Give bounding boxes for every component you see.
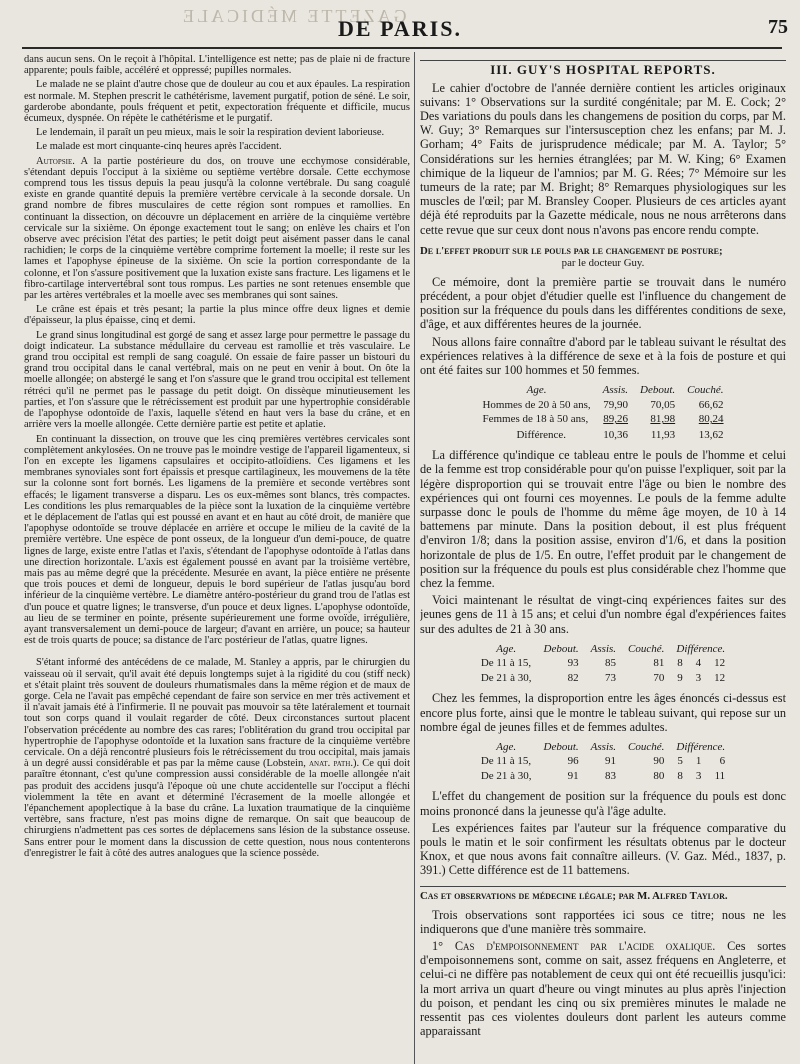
table-cell: 9 xyxy=(677,671,683,684)
table-header: Assis. xyxy=(602,384,629,397)
table-cell: Femmes de 18 à 50 ans, xyxy=(482,413,589,426)
paragraph: dans aucun sens. On le reçoit à l'hôpital. L'intelligence est nette; pas de plaie ni de fracture apparente; pouls faible, accéléré et oppressé; pupilles normales. xyxy=(24,54,410,77)
table-cell: 82 xyxy=(567,671,579,684)
article-author: par le docteur Guy. xyxy=(561,256,645,269)
paragraph: En continuant la dissection, on trouve que les cinq premières vertèbres cervicales sont complètement ankylosées. On ne trouve pas le moindre vestige de l'appareil ligamenteux, si l'on en excepte les ligamens capsulaires et occipito-atloïdiens. Ces ligamens et les membranes synoviales sont fort épaissis et presque cartilagineux, les mouvemens de la tête sur la colonne sont fort bornés. Les ligamens de la première et seconde vertèbres sont effacés; le ligament transverse a disparu. Les os eux-mêmes sont blancs, très compactes. Les conditions les plus remarquables de la pièce sont la luxation de la cinquième vertèbre et le déplacement de l'atlas qui est poussé en avant et en haut au côté droit, de manière que l'apophyse odontoïde se trouve déplacée en arrière et occupe le milieu de la cavité de la première vertèbre. Une espèce de pont osseux, de la longueur d'un demi-pouce, de quatre lignes de large, existe entre l'atlas et l'axis, s'étendant de l'apophyse odontoïde à l'atlas dans une direction horizontale. L'axis est également poussé en avant par la troisième vertèbre, mais pas au même degré que la précédente. Mesurée en avant, la pièce entière ne présente que trois pouces et demi de longueur, depuis le bord supérieur de l'atlas jusqu'au bord inférieur de la cinquième vertèbre. Le diamètre antéro-postérieur du grand trou de l'atlas est d'un pouce et quatre lignes; le transverse, d'un pouce et deux lignes. L'apophyse odontoïde, au lieu de se terminer en pointe, présente supérieurement une forme ovoïde, irrégulière, ayant transversalement un demi-pouce de largeur; d'avant en arrière, un pouce; sa hauteur est de trois quarts de pouce; sa distance de l'arc postérieur de l'atlas, quatre lignes. xyxy=(24,433,410,647)
paragraph: Nous allons faire connaître d'abord par le tableau suivant le résultat des expériences relatives à la différence de sexe et à la fois de posture et qui ont été faites sur 100 hommes et 50 femmes. xyxy=(420,334,786,377)
table-cell: 83 xyxy=(605,769,617,782)
table-cell: 80 xyxy=(653,769,665,782)
table-cell: 1 xyxy=(695,755,702,768)
header-rule xyxy=(22,47,782,49)
paragraph: Trois observations sont rapportées ici sous ce titre; nous ne les indiquerons que d'une manière très sommaire. xyxy=(420,907,786,936)
paragraph xyxy=(420,939,786,1038)
table-cell: 70,05 xyxy=(650,398,676,411)
table-header: Age. xyxy=(526,384,547,397)
table-cell: Hommes de 20 à 50 ans, xyxy=(482,398,591,411)
table-cell: 12 xyxy=(714,671,726,684)
paragraph: Le crâne est épais et très pesant; la partie la plus mince offre deux lignes et demie d'épaisseur, la plus épaisse, cinq et demi. xyxy=(24,304,410,327)
paragraph: Les expériences faites par l'auteur sur la fréquence comparative du pouls le matin et le soir confirment les résultats obtenus par le docteur Knox, et que nous avons fait connaître ailleurs. (V. Gaz. Méd., 1837, p. 391.) Cette différence est de 11 battemens. xyxy=(420,820,786,878)
table-header: Assis. xyxy=(590,642,617,655)
table-row xyxy=(475,656,731,671)
table-cell: 3 xyxy=(695,671,702,684)
reference: anat. path. xyxy=(309,758,353,770)
table-cell: 89,26 xyxy=(603,413,629,426)
history-text-end: ). Ce qui doit paraître étonnant, c'est qu'une compression aussi considérable de la moelle allongée n'ait pas produit des accidens jusqu'à l'époque où une chute accidentelle sur l'occiput a fléchi violemment la tête en avant et déterminé l'écrasement de la moelle allongée et l'épanchement apoplectique à la base du crâne. La luxation traumatique de la cinquième vertèbre, sans fracture, n'est pas moins digne de remarque. On sait que beaucoup de chirurgiens n'admettent pas ces sortes de déplacemens sans lésion de la substance osseuse. Sans entrer pour le moment dans la discussion de cette question, nous nous contenterons d'enregistrer le fait à côté des autres analogues que la science possède. xyxy=(24,758,410,859)
autopsy-label: Autopsie. xyxy=(36,155,75,167)
paragraph: Le grand sinus longitudinal est gorgé de sang et assez large pour permettre le passage du doigt indicateur. La substance médullaire du cerveau est ramollie et très vasculaire. Le grand trou occipital est rempli de sang coagulé. On essaie de faire passer un bistouri du grand trou occipital dans le canal vertébral, mais on ne peut en venir à bout. On ôte la moelle allongée; on abstergé le sang et l'on s'assure que le grand trou occipital est tellement rétréci qu'il ne permet pas le passage du petit doigt. On dissèque minutieusement les parties, et l'on s'assure que le rétrécissement est produit par une hypertrophie considérable de l'apophyse odontoïde de l'axis, laquelle s'étend en haut vers la base du crâne, et en arrière vers la moelle allongée. Cette dernière partie est petite et aplatie. xyxy=(24,329,410,431)
table-cell: De 11 à 15, xyxy=(480,657,532,670)
table-header: Debout. xyxy=(543,642,579,655)
table-header: Age. xyxy=(496,740,517,753)
table-header: Assis. xyxy=(590,740,617,753)
table-cell: 85 xyxy=(605,657,617,670)
paragraph: Voici maintenant le résultat de vingt-cinq expériences faites sur des jeunes gens de 11 à 15 ans; et celui d'un nombre égal d'expériences faites sur des adultes de 21 à 30 ans. xyxy=(420,593,786,636)
bleed-through-title: GAZETTE MÉDICALE xyxy=(180,6,407,26)
table-cell: De 21 à 30, xyxy=(480,671,532,684)
intro-paragraph: Le cahier d'octobre de l'année dernière contient les articles originaux suivans: 1° Observations sur la surdité congénitale; par M. E. Cock; 2° Des variations du pouls dans les changemens de position du corps, par M. W. Guy; 3° Remarques sur l'intersusception chez les enfans; par M. J. Gorham; 4° Faits de jurisprudence médicale; par M. A. Taylor; 5° Considérations sur les hernies étranglées; par M. W. King; 6° Examen chimique de la liqueur de l'amnios; par M. G. Rées; 7° Mémoire sur les tumeurs de la rate; par M. Bright; 8° Remarques physiologiques sur les muscles de l'œil; par M. Bransley Cooper. Plusieurs de ces articles ayant déjà été reproduits par la Gazette médicale, nous ne nous arrêterons dans cette revue que sur ceux dont nous n'avons pas encore rendu compte. xyxy=(420,80,786,237)
history-paragraph xyxy=(24,657,410,859)
table-cell: 8 xyxy=(677,657,683,670)
table-row xyxy=(475,671,731,686)
table-cell: 11 xyxy=(714,769,726,782)
table-row xyxy=(476,398,729,413)
autopsy-text: A la partie postérieure du dos, on trouve une ecchymose considérable, s'étendant depuis l'occiput à la sixième ou septième vertèbre dorsale. Cette ecchymose comprend tous les tissus depuis la peau jusqu'à la colonne vertébrale. Du sang coagulé existe en grande quantité depuis la première vertèbre cervicale à la seconde dorsale. Un grand nombre de fibres musculaires de cette région sont rompues et ramollies. En continuant la dissection, on découvre un déplacement en arrière de la cinquième vertèbre cervicale sur la sixième. On éponge exactement tout le sang; on enlève les chairs et l'on observe avec précision l'état des parties; le petit doigt peut aisément passer dans le canal rachidien; le corps de la cinquième vertèbre comprime fortement la moelle; il reste sur les lames et l'apophyse épineuse de la sixième. On scie la portion correspondante de la colonne, et l'on s'assure positivement que la luxation existe sans fracture. Les ligamens et le fibro-cartilage intervertébral sont tous rompus. Les parties ne sont retenues ensemble que par les artères vertébrales et la moelle avec ses membranes qui sont saines. xyxy=(24,155,410,302)
paragraph: L'effet du changement de position sur la fréquence du pouls est donc moins prononcé dans la jeunesse qu'à l'âge adulte. xyxy=(420,789,786,818)
table-cell: De 11 à 15, xyxy=(480,755,532,768)
table-cell: 4 xyxy=(695,657,702,670)
table-cell: 10,36 xyxy=(603,428,629,441)
section-title: III. GUY'S HOSPITAL REPORTS. xyxy=(420,60,786,77)
article-title-text: Cas et observations de médecine légale; par M. Alfred Taylor. xyxy=(420,889,728,902)
table-cell: 13,62 xyxy=(698,428,724,441)
case-label: 1° Cas d'empoisonnement par l'acide oxalique. xyxy=(432,939,716,954)
table-cell: 93 xyxy=(567,657,579,670)
article-title-text: De l'effet produit sur le pouls par le changement de posture; xyxy=(420,244,723,257)
table-cell: 11,93 xyxy=(650,428,676,441)
pulse-sex-table xyxy=(476,383,729,442)
history-text: S'étant informé des antécédens de ce malade, M. Stanley a appris, par le chirurgien du vaisseau où il servait, qu'il avait été depuis longtemps sujet à la rigidité du cou (stiff neck) et s'était plaint très souvent de douleurs rhumatismales dans la même région et de maux de gorge. Cela ne l'avait pas empêché cependant de faire son service en mer très activement et il n'avait jamais été à l'infirmerie. Il ne pouvait pas mouvoir sa tête latéralement et tournait tout son corps quand il voulait regarder de côté. Deux circonstances surtout placent l'observation précédente au nombre des cas rares; l'oblitération du grand trou occipital par hypertrophie de l'apophyse odontoïde et la luxation sans fracture de la cinquième vertèbre cervicale. On a déjà rencontré plusieurs fois le rétrécissement du trou occipital, mais jamais à un degré aussi considérable et pas par la même cause (Lobstein, xyxy=(24,657,410,770)
table-cell: Différence. xyxy=(516,428,567,441)
table-header: Debout. xyxy=(640,384,676,397)
table-cell: 5 xyxy=(677,755,683,768)
autopsy-paragraph xyxy=(24,156,410,302)
paragraph: Ce mémoire, dont la première partie se trouvait dans le numéro précédent, a pour objet d'étudier quelle est l'influence du changement de position sur la fréquence du pouls dans les différentes conditions de sexe, d'âge, et aux différentes heures de la journée. xyxy=(420,274,786,332)
paragraph: Le malade ne se plaint d'autre chose que de douleur au cou et aux épaules. La respiration est normale. M. Stephen prescrit le cathétérisme, lavement purgatif, potion de séné. Le soir, garderobe abondante, pouls fréquent et petit, expectoration fréquente et difficile, mucus écumeux, dyspnée. On répète le cathétérisme et le purgatif. xyxy=(24,79,410,125)
running-title: DE PARIS. xyxy=(338,16,462,41)
table-cell: 80,24 xyxy=(698,413,724,426)
paragraph: Le malade est mort cinquante-cinq heures après l'accident. xyxy=(36,141,282,153)
table-cell: 6 xyxy=(719,755,726,768)
article-title xyxy=(420,886,786,902)
table-header: Couché. xyxy=(687,384,724,397)
table-cell: 73 xyxy=(605,671,617,684)
page-header xyxy=(0,0,800,44)
table-header: Debout. xyxy=(543,740,579,753)
column-divider xyxy=(414,52,415,1064)
paragraph: La différence qu'indique ce tableau entre le pouls de l'homme et celui de la femme est trop considérable pour qu'on puisse l'expliquer, soit par la légère disproportion qui se trouvait entre l'âge ou bien le nombre des expériences qui ont fourni ces moyennes. Le pouls de la femme adulte surpasse donc le pouls de l'homme du même âge moyen, de 10 à 14 battemens par minute. Dans la position debout, il est plus fréquent d'environ 1/8; dans la position assise, environ d'1/6, et dans la position horizontale de plus de 1/5. En outre, l'effet produit par le changement de position sur la fréquence du pouls est plus considérable chez l'homme que chez la femme. xyxy=(420,448,786,590)
table-row xyxy=(475,754,731,769)
table-header: Couché. xyxy=(628,642,665,655)
table-header: Différence. xyxy=(676,642,726,655)
table-cell: 91 xyxy=(605,755,617,768)
table-cell: 81,98 xyxy=(650,413,676,426)
case-text: Ces sortes d'empoisonnemens sont, comme on sait, assez fréquens en Angleterre, et celui-ci ne diffère pas notablement de ceux qui ont été recueillis jusqu'ici: la mort arriva un quart d'heure ou vingt minutes au plus après l'injection du poison, et pendant les cinq ou six premières minutes le malade ne ressentit pas ces violentes douleurs dont parlent les auteurs comme apparaissant xyxy=(420,939,786,1039)
table-cell: 3 xyxy=(695,769,702,782)
table-total-row xyxy=(476,427,729,443)
page-number: 75 xyxy=(768,16,788,38)
table-header: Couché. xyxy=(628,740,665,753)
table-cell: 96 xyxy=(567,755,579,768)
article-title xyxy=(420,245,786,269)
table-row xyxy=(476,412,729,427)
table-header: Différence. xyxy=(676,740,726,753)
table-row xyxy=(475,769,731,784)
paragraph: Le lendemain, il paraît un peu mieux, mais le soir la respiration devient laborieuse. xyxy=(36,127,385,139)
table-cell: 90 xyxy=(653,755,665,768)
table-cell: 81 xyxy=(653,657,665,670)
left-column xyxy=(24,54,410,1064)
table-cell: 91 xyxy=(567,769,579,782)
paragraph: Chez les femmes, la disproportion entre les âges énoncés ci-dessus est encore plus forte, ainsi que le montre le tableau suivant, qui repose sur un nombre égal de jeunes filles et de femmes adultes. xyxy=(420,691,786,734)
table-cell: De 21 à 30, xyxy=(480,769,532,782)
table-cell: 70 xyxy=(653,671,665,684)
right-column xyxy=(420,54,786,1064)
table-header: Age. xyxy=(496,642,517,655)
pulse-age-table-women xyxy=(475,740,731,784)
table-cell: 66,62 xyxy=(698,398,724,411)
table-cell: 8 xyxy=(677,769,683,782)
table-cell: 12 xyxy=(714,657,726,670)
pulse-age-table-men xyxy=(475,642,731,686)
table-cell: 79,90 xyxy=(603,398,629,411)
